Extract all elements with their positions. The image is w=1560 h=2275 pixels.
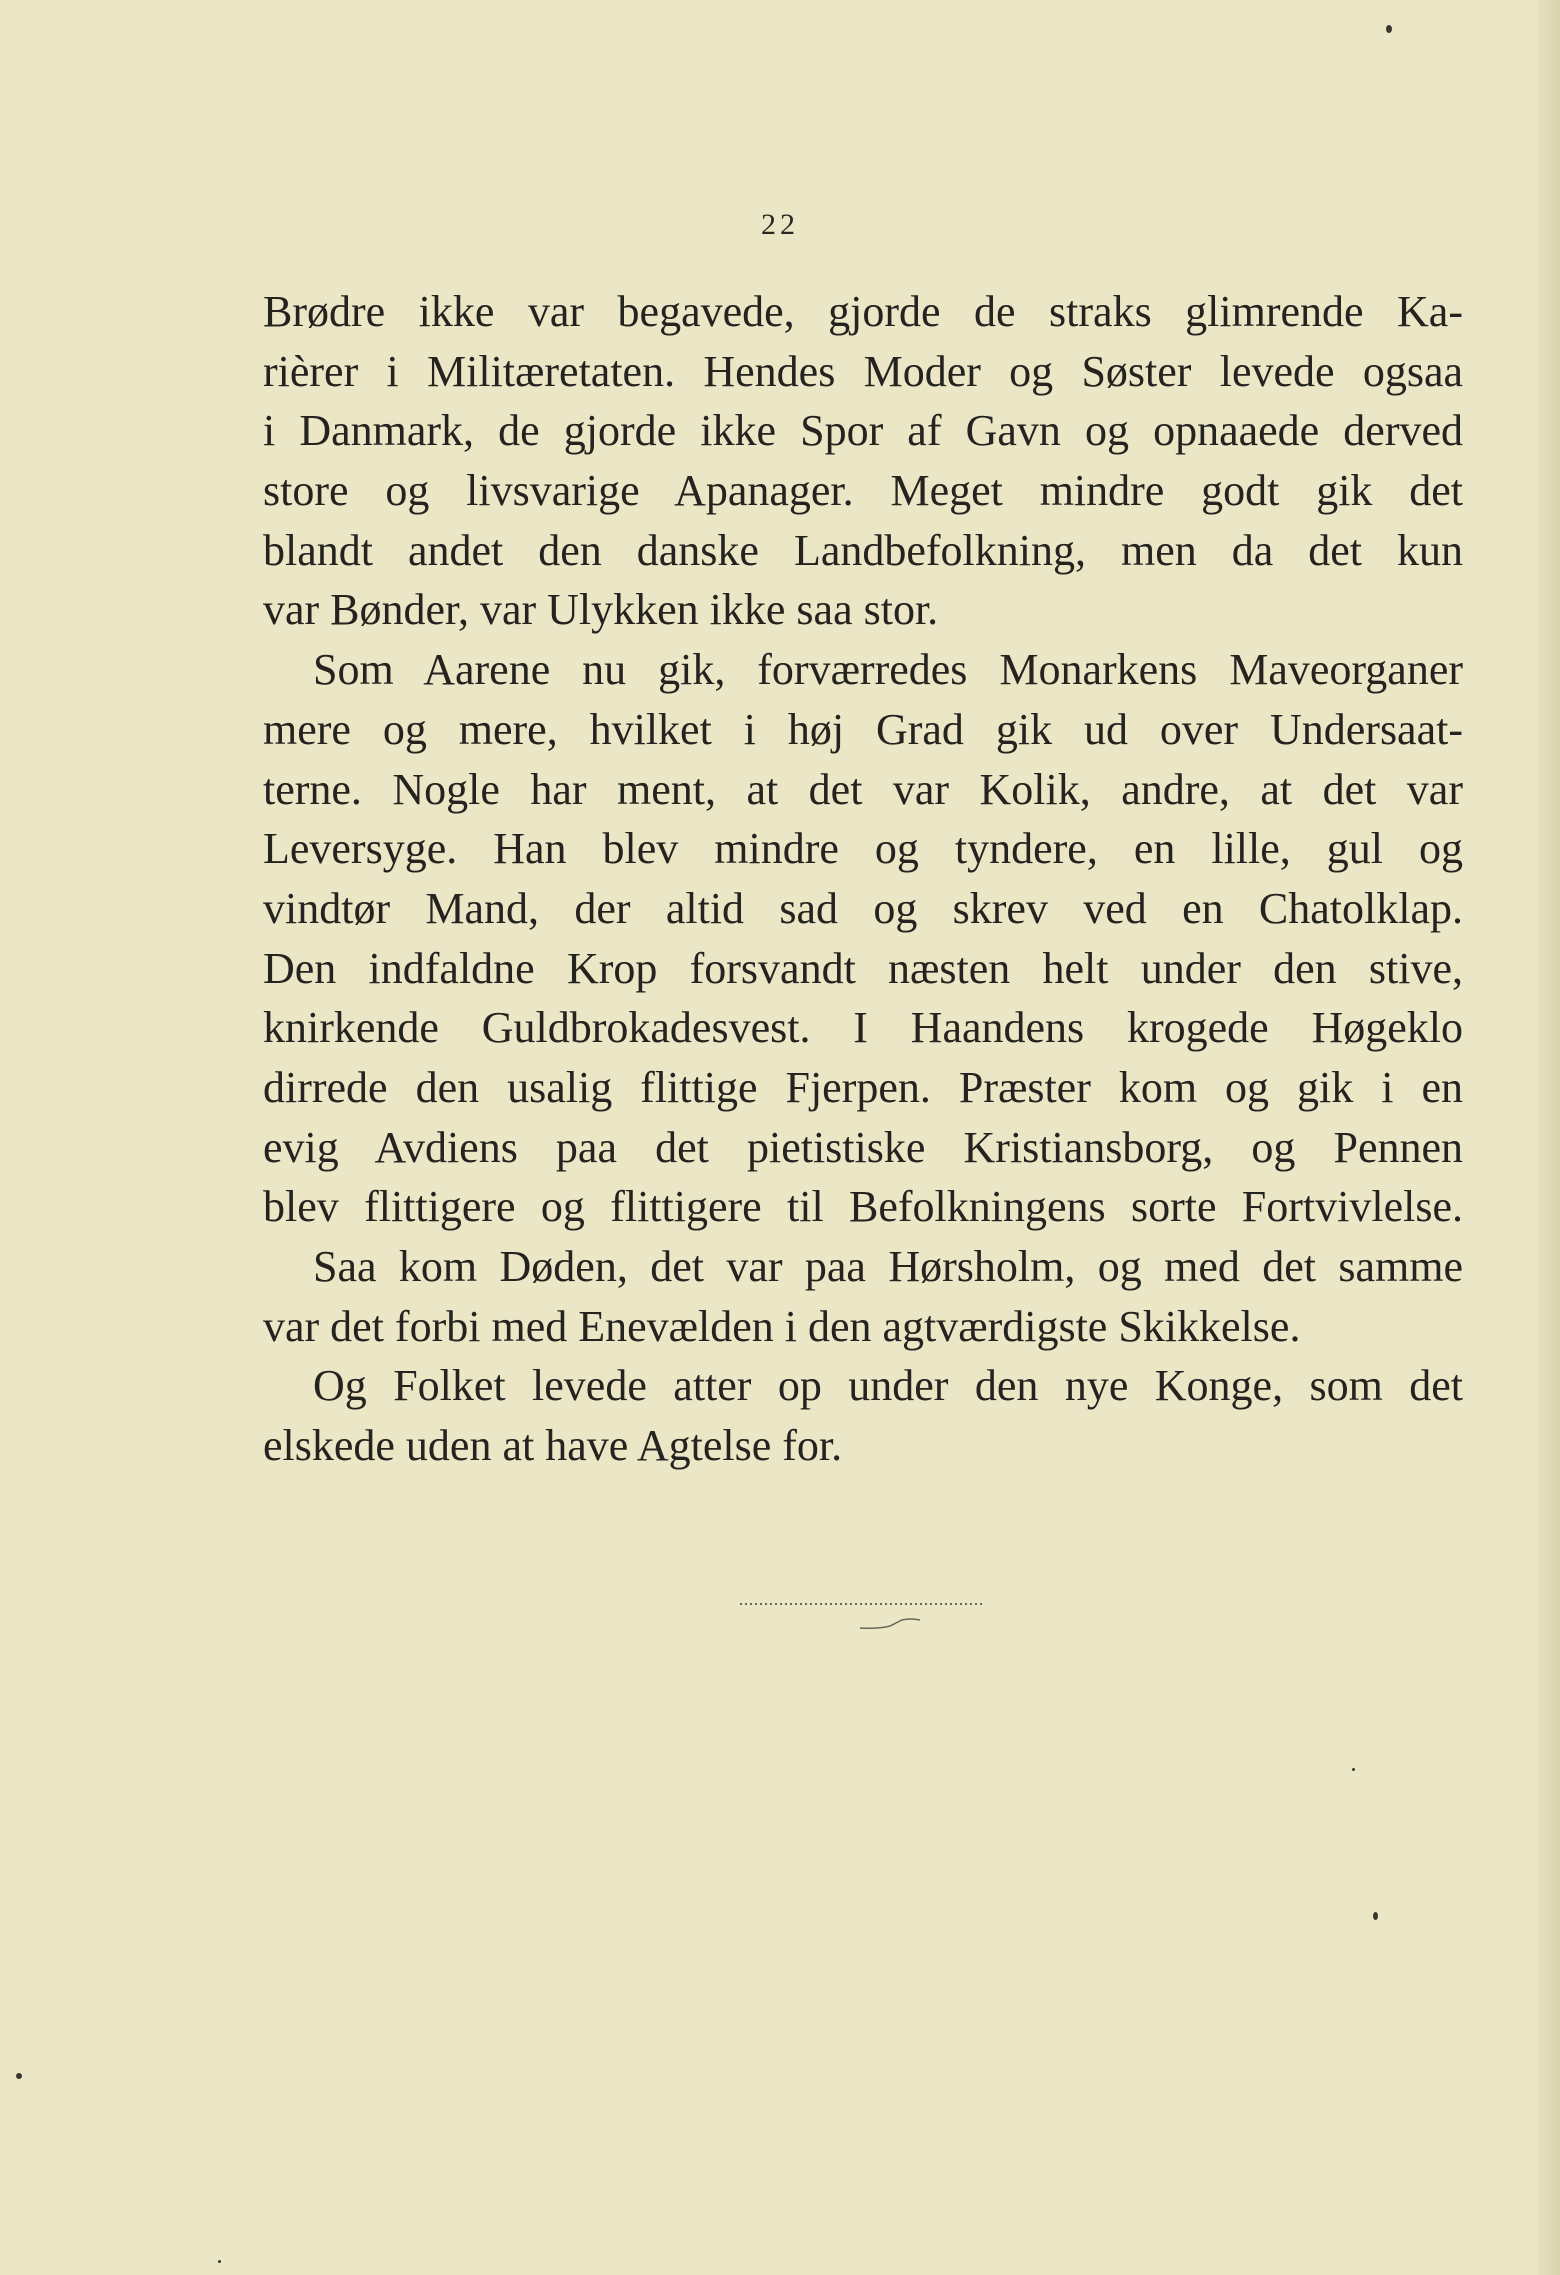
text-line: elskede uden at have Agtelse for.	[263, 1421, 843, 1471]
paper-speck	[218, 2260, 221, 2263]
body-text	[263, 282, 1463, 1476]
text-line: var det forbi med Enevælden i den agtværdigste Skikkelse.	[263, 1301, 1301, 1351]
paper-speck	[1373, 1912, 1378, 1920]
text-line: rièrer i Militæretaten. Hendes Moder og Søster levede ogsaa	[263, 346, 1463, 396]
text-line: Brødre ikke var begavede, gjorde de straks glimrende Ka-	[263, 287, 1463, 336]
text-line: blandt andet den danske Landbefolkning, men da det kun	[263, 525, 1463, 575]
text-line: dirrede den usalig flittige Fjerpen. Præster kom og gik i en	[263, 1062, 1463, 1112]
page-edge-shadow	[1538, 0, 1560, 2275]
text-line: Leversyge. Han blev mindre og tyndere, en lille, gul og	[263, 824, 1463, 874]
paper-speck	[1386, 25, 1392, 33]
text-line: knirkende Guldbrokadesvest. I Haandens krogede Høgeklo	[263, 1003, 1463, 1053]
text-line: evig Avdiens paa det pietistiske Kristiansborg, og Pennen	[263, 1122, 1463, 1172]
text-line: Og Folket levede atter op under den nye Konge, som det	[313, 1361, 1463, 1411]
page-number: 22	[761, 208, 799, 241]
text-line: Den indfaldne Krop forsvandt næsten helt under den stive,	[263, 943, 1463, 993]
text-line: blev flittigere og flittigere til Befolkningens sorte Fortvivlelse.	[263, 1182, 1463, 1232]
text-line: Som Aarene nu gik, forværredes Monarkens Maveorganer	[313, 645, 1463, 695]
paper-speck	[1352, 1768, 1355, 1771]
end-ornament-icon	[740, 1598, 990, 1638]
paper-speck	[16, 2073, 22, 2079]
text-line: i Danmark, de gjorde ikke Spor af Gavn og opnaaede derved	[263, 406, 1463, 456]
text-line: terne. Nogle har ment, at det var Kolik, andre, at det var	[263, 764, 1463, 814]
text-line: Saa kom Døden, det var paa Hørsholm, og med det samme	[313, 1242, 1463, 1291]
text-line: store og livsvarige Apanager. Meget mindre godt gik det	[263, 466, 1463, 516]
text-line: var Bønder, var Ulykken ikke saa stor.	[263, 585, 939, 635]
text-line: vindtør Mand, der altid sad og skrev ved en Chatolklap.	[263, 883, 1463, 933]
text-line: mere og mere, hvilket i høj Grad gik ud over Undersaat-	[263, 704, 1463, 754]
